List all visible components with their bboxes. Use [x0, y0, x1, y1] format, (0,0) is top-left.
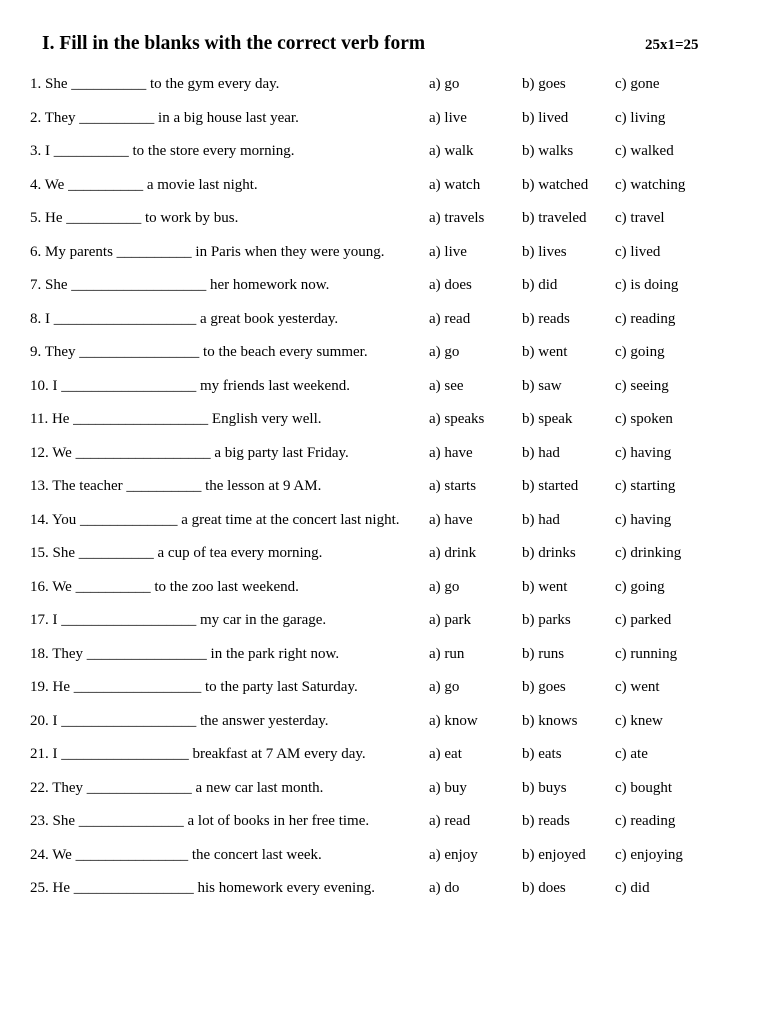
- question-row: [0, 780, 768, 814]
- question-row: [0, 880, 768, 914]
- option-b: b) watched: [522, 176, 589, 193]
- option-a: a) go: [429, 344, 460, 360]
- score-label: 25x1=25: [645, 37, 699, 53]
- question-text: 21. I _________________ breakfast at 7 AM every day.: [30, 746, 366, 762]
- question-text: 8. I ___________________ a great book yesterday.: [30, 310, 339, 327]
- question-text: 24. We _______________ the concert last week.: [30, 846, 322, 863]
- option-a: a) do: [429, 880, 460, 896]
- option-b: b) goes: [522, 76, 566, 92]
- option-a: a) go: [429, 679, 460, 695]
- option-b: b) knows: [522, 712, 578, 729]
- question-text: 15. She __________ a cup of tea every morning.: [30, 545, 323, 561]
- question-text: 14. You _____________ a great time at the concert last night.: [30, 511, 400, 528]
- option-c: c) reading: [615, 813, 676, 829]
- option-b: b) reads: [522, 813, 570, 829]
- question-text: 18. They ________________ in the park right now.: [30, 645, 340, 662]
- option-c: c) gone: [615, 76, 660, 92]
- question-text: 13. The teacher __________ the lesson at 9 AM.: [30, 478, 322, 494]
- question-row: [0, 847, 768, 881]
- question-row: [0, 512, 768, 546]
- question-row: [0, 76, 768, 110]
- question-row: [0, 545, 768, 579]
- option-b: b) goes: [522, 679, 566, 695]
- option-c: c) parked: [615, 612, 672, 628]
- option-a: a) live: [429, 109, 467, 126]
- option-b: b) did: [522, 277, 558, 293]
- option-a: a) watch: [429, 176, 481, 193]
- option-c: c) drinking: [615, 545, 682, 561]
- question-text: 4. We __________ a movie last night.: [30, 176, 258, 193]
- question-text: 25. He ________________ his homework every evening.: [30, 880, 375, 896]
- option-a: a) see: [429, 377, 464, 394]
- option-c: c) going: [615, 344, 665, 360]
- option-c: c) starting: [615, 478, 676, 494]
- question-text: 23. She ______________ a lot of books in her free time.: [30, 813, 370, 829]
- option-b: b) had: [522, 511, 560, 528]
- option-a: a) eat: [429, 746, 462, 762]
- option-c: c) having: [615, 511, 672, 528]
- question-text: 19. He _________________ to the party last Saturday.: [30, 679, 358, 695]
- question-row: [0, 177, 768, 211]
- worksheet-title: I. Fill in the blanks with the correct verb form: [42, 33, 426, 54]
- question-text: 6. My parents __________ in Paris when they were young.: [30, 243, 385, 260]
- question-row: [0, 411, 768, 445]
- question-row: [0, 679, 768, 713]
- option-c: c) reading: [615, 310, 676, 327]
- question-list: [0, 76, 768, 914]
- question-row: [0, 612, 768, 646]
- option-b: b) buys: [522, 779, 567, 796]
- question-row: [0, 713, 768, 747]
- option-c: c) walked: [615, 143, 674, 159]
- option-a: a) travels: [429, 210, 485, 226]
- option-c: c) watching: [615, 176, 686, 193]
- option-a: a) drink: [429, 545, 477, 561]
- option-b: b) lives: [522, 243, 567, 260]
- option-a: a) buy: [429, 779, 467, 796]
- option-c: c) living: [615, 109, 666, 126]
- option-b: b) lived: [522, 109, 569, 126]
- question-text: 12. We __________________ a big party last Friday.: [30, 444, 349, 461]
- question-row: [0, 244, 768, 278]
- question-row: [0, 445, 768, 479]
- option-c: c) having: [615, 444, 672, 461]
- option-a: a) know: [429, 712, 478, 729]
- question-row: [0, 579, 768, 613]
- option-c: c) knew: [615, 712, 663, 729]
- option-c: c) lived: [615, 243, 661, 260]
- question-text: 11. He __________________ English very well.: [30, 411, 322, 427]
- question-row: [0, 210, 768, 244]
- question-text: 10. I __________________ my friends last weekend.: [30, 377, 350, 394]
- option-a: a) read: [429, 813, 471, 829]
- question-row: [0, 813, 768, 847]
- option-a: a) enjoy: [429, 846, 478, 863]
- option-b: b) went: [522, 344, 568, 360]
- option-c: c) went: [615, 679, 660, 695]
- question-text: 16. We __________ to the zoo last weekend.: [30, 578, 299, 595]
- question-row: [0, 646, 768, 680]
- option-a: a) does: [429, 277, 472, 293]
- question-row: [0, 746, 768, 780]
- question-text: 3. I __________ to the store every morning.: [30, 143, 295, 159]
- option-b: b) drinks: [522, 545, 576, 561]
- option-b: b) had: [522, 444, 560, 461]
- option-b: b) runs: [522, 645, 565, 662]
- question-row: [0, 344, 768, 378]
- question-text: 2. They __________ in a big house last year.: [30, 109, 299, 126]
- question-text: 9. They ________________ to the beach every summer.: [30, 344, 368, 360]
- question-row: [0, 110, 768, 144]
- question-row: [0, 143, 768, 177]
- option-c: c) running: [615, 645, 678, 662]
- option-b: b) traveled: [522, 210, 587, 226]
- option-a: a) walk: [429, 143, 474, 159]
- option-c: c) is doing: [615, 277, 679, 293]
- option-a: a) have: [429, 444, 473, 461]
- option-a: a) park: [429, 612, 472, 628]
- question-row: [0, 311, 768, 345]
- option-b: b) parks: [522, 612, 571, 628]
- option-b: b) speak: [522, 411, 573, 427]
- question-text: 5. He __________ to work by bus.: [30, 210, 239, 226]
- question-row: [0, 378, 768, 412]
- option-a: a) go: [429, 76, 460, 92]
- option-c: c) spoken: [615, 411, 673, 427]
- option-b: b) does: [522, 880, 566, 896]
- option-c: c) travel: [615, 210, 665, 226]
- option-a: a) live: [429, 243, 467, 260]
- option-b: b) walks: [522, 143, 574, 159]
- question-text: 1. She __________ to the gym every day.: [30, 76, 280, 92]
- option-b: b) enjoyed: [522, 846, 586, 863]
- option-c: c) seeing: [615, 377, 669, 394]
- question-text: 17. I __________________ my car in the garage.: [30, 612, 327, 628]
- question-text: 22. They ______________ a new car last month.: [30, 779, 324, 796]
- option-c: c) bought: [615, 779, 673, 796]
- option-c: c) did: [615, 880, 650, 896]
- option-b: b) eats: [522, 746, 562, 762]
- question-text: 7. She __________________ her homework now.: [30, 277, 330, 293]
- option-b: b) reads: [522, 310, 570, 327]
- option-a: a) starts: [429, 478, 477, 494]
- option-a: a) run: [429, 645, 465, 662]
- option-b: b) saw: [522, 377, 562, 394]
- option-c: c) going: [615, 578, 665, 595]
- option-a: a) speaks: [429, 411, 485, 427]
- option-a: a) have: [429, 511, 473, 528]
- option-b: b) went: [522, 578, 568, 595]
- option-b: b) started: [522, 478, 579, 494]
- question-row: [0, 478, 768, 512]
- option-c: c) ate: [615, 746, 648, 762]
- question-text: 20. I __________________ the answer yesterday.: [30, 712, 329, 729]
- question-row: [0, 277, 768, 311]
- option-c: c) enjoying: [615, 846, 683, 863]
- option-a: a) read: [429, 310, 471, 327]
- option-a: a) go: [429, 578, 460, 595]
